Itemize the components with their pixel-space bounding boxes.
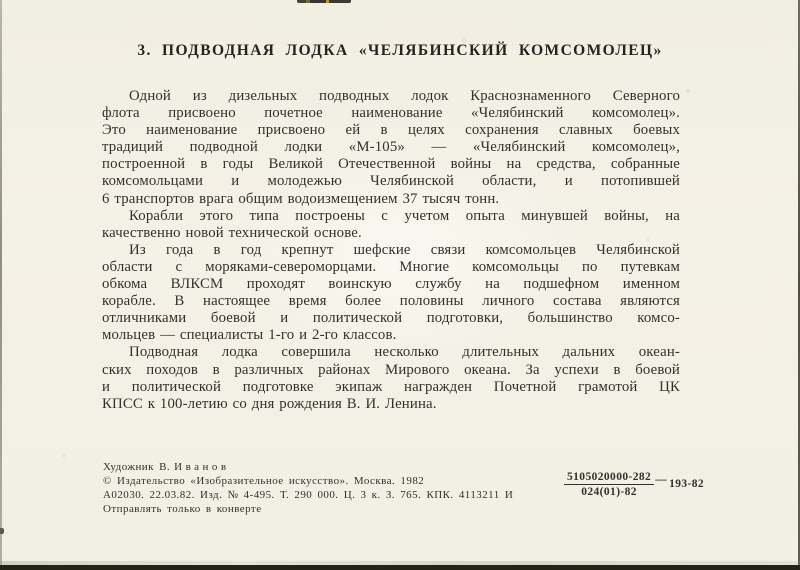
- catalog-fraction-denominator: 024(01)-82: [581, 486, 637, 498]
- body-line: ских походов в различных районах Мирового океана. За успехи в боевой: [102, 361, 680, 378]
- body-line: области с моряками-североморцами. Многие комсомольцы по путевкам: [102, 258, 680, 275]
- body-line: корабле. В настоящее время более половины личного состава являются: [102, 293, 680, 310]
- body-line: Из года в год крепнут шефские связи комсомольцев Челябинской: [129, 241, 680, 258]
- body-line: обкома ВЛКСМ проходят воинскую службу на подшефном именном: [102, 276, 680, 293]
- catalog-number-block: [564, 471, 704, 498]
- page-title: 3. ПОДВОДНАЯ ЛОДКА «ЧЕЛЯБИНСКИЙ КОМСОМОЛЕЦ»: [137, 42, 663, 59]
- catalog-fraction-numerator: 5105020000-282: [564, 471, 654, 485]
- scan-top-artifact: [297, 0, 351, 3]
- scan-left-speck: [0, 528, 4, 534]
- body-line: качественно новой технической основе.: [102, 224, 362, 241]
- artist-label: Художник В.: [103, 461, 171, 473]
- catalog-fraction-dash: —: [655, 473, 668, 486]
- body-line: Корабли этого типа построены с учетом опыта минувшей войны, на: [129, 207, 680, 224]
- body-line: комсомольцами и молодежью Челябинской области, и потопившей: [102, 173, 680, 190]
- body-line: мольцев — специалисты 1-го и 2-го классов.: [102, 327, 397, 344]
- artist-name: Иванов: [174, 461, 230, 473]
- body-line: отличниками боевой и политической подготовки, большинство комсо-: [102, 310, 680, 327]
- body-line: 6 транспортов врага общим водоизмещением 37 тысяч тонн.: [102, 190, 500, 207]
- catalog-fraction: [564, 471, 654, 498]
- body-line: традиций подводной лодки «М-105» — «Челябинский комсомолец»,: [102, 139, 680, 156]
- scan-edge-left: [0, 0, 2, 570]
- imprint-publisher-line: © Издательство «Изобразительное искусство». Москва. 1982: [103, 475, 425, 487]
- body-line: и политической подготовке экипаж награжден Почетной грамотой ЦК: [102, 378, 680, 395]
- body-line: КПСС к 100-летию со дня рождения В. И. Ленина.: [102, 395, 437, 412]
- body-text: [102, 88, 680, 413]
- body-line: Это наименование присвоено ей в целях сохранения славных боевых: [102, 122, 680, 139]
- body-line: флота присвоено почетное наименование «Челябинский комсомолец».: [102, 105, 680, 122]
- body-line: Подводная лодка совершила несколько длительных дальних океан-: [129, 344, 680, 361]
- imprint-mailing-note-line: Отправлять только в конверте: [103, 503, 262, 515]
- catalog-suffix: 193-82: [669, 477, 705, 490]
- imprint-artist-line: [103, 461, 230, 473]
- body-line: Одной из дизельных подводных лодок Краснознаменного Северного: [129, 88, 680, 104]
- scan-edge-bottom: [0, 565, 800, 570]
- body-line: построенной в годы Великой Отечественной войны на средства, собранные: [102, 156, 680, 173]
- imprint-print-info-line: А02030. 22.03.82. Изд. № 4-495. Т. 290 000. Ц. 3 к. З. 765. КПК. 4113211 И: [103, 489, 514, 501]
